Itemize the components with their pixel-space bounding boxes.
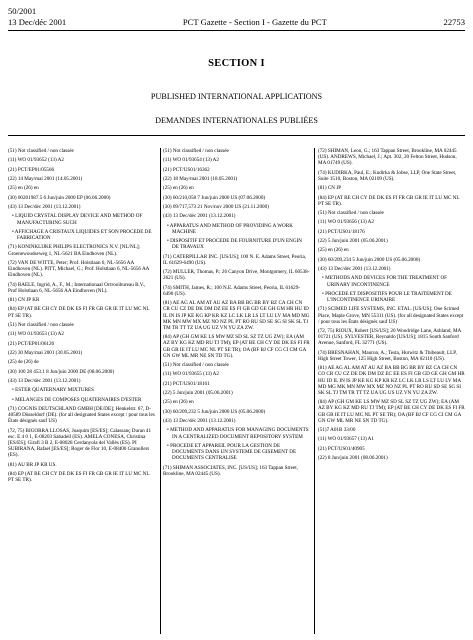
column-right: [318, 148, 465, 638]
entry-field: (30) 100 28 453.1 8 Jun/juin 2000 DE (08.06.2000): [8, 368, 115, 375]
entry-field: (30) 60/209,234 5 Jun/juin 2000 US (05.06.2000): [318, 256, 421, 263]
entry-field: (84) EP (AT BE CH CY DE DK ES FI FR GB GR IE IT LU MC NL PT SE TR).: [318, 194, 460, 207]
entry-field: (11) WO 01/93652 (13) A2: [8, 157, 64, 164]
entry-field: (72) MULLER, Thomas, P.; 26 Canyon Drive, Montgomery, IL 60538-2621 (US).: [163, 269, 310, 282]
entry-field: (21) PCT/EP01/06126: [8, 340, 55, 347]
entry-field: (11) WO 01/93656 (13) A2: [318, 219, 374, 226]
entry-field: (22) 14 May/mai 2001 (14.05.2001): [8, 176, 83, 183]
entry-field: (71) CATERPILLAR INC. [US/US]; 100 N. E. Adams Street, Peoria, IL 61629-6490 (US).: [163, 253, 307, 266]
entry-field: (43) 13 Dec/déc 2001 (13.12.2001): [8, 377, 81, 384]
entry-field: (84) EP (AT BE CH CY DE DK ES FI FR GB GR IE IT LU MC NL PT SE TR).: [8, 306, 150, 319]
entries-columns: [8, 148, 465, 638]
entry-field: (25) de (26) de: [8, 359, 39, 366]
entry-title: • METHODS AND DEVICES FOR THE TREATMENT OF URINARY INCONTINENCE: [322, 275, 448, 288]
entry-field: (25) en (26) en: [8, 185, 39, 192]
entry-field: (30) 60/210,058 7 Jun/juin 2000 US (07.06.2000): [163, 194, 266, 201]
gazette-title: PCT Gazette - Section I - Gazette du PCT: [182, 16, 327, 27]
subtitle-en: PUBLISHED INTERNATIONAL APPLICATIONS: [150, 92, 323, 101]
entry-field: (11) WO 01/93654 (13) A2: [163, 157, 219, 164]
entry-field: (74) KUDIRKA, Paul, E.; Kudirka & Jobse, LLP, One State Street, Suite 1510, Boston, MA 02109 (US).: [318, 169, 457, 182]
entry-title: • PROCEDE ET APPAREIL POUR LA GESTION DE DOCUMENTS DANS UN SYSTEME DE GISEMENT DE DOCUMENTS CENTRALISE: [167, 442, 297, 462]
section-rule: [8, 135, 465, 136]
entry-field: (22) 5 Jun/juin 2001 (05.06.2001): [163, 390, 233, 397]
page-number: 22753: [443, 16, 465, 27]
entry-field: (81) CN JP KR: [8, 297, 40, 304]
page-header: [8, 6, 465, 27]
entry-field: (51) Not classified / non classée: [8, 148, 74, 154]
column-middle: [163, 148, 310, 638]
entry-field: (72) SHIMAN, Leon, G.; 163 Tappan Street, Brookline, MA 02445 (US). ANDREWS, Michael, J.; Apt. 302, 20 Felton Street, Hudson, MA 01749 (US).: [318, 148, 457, 167]
entry-field: (51) Not classified / non classée: [8, 321, 74, 328]
entry-field: (11) WO 01/93655 (13) A2: [163, 371, 219, 378]
entry-title: • ESTER QUATERNARY MIXTURES: [12, 387, 95, 394]
entry-title: • LIQUID CRYSTAL DISPLAY DEVICE AND METHOD OF MANUFACTURING SUCH: [12, 213, 143, 226]
entry-field: (30) 00201987.5 6 Jun/juin 2000 EP (06.06.2000): [8, 194, 111, 201]
entry-field: (22) 5 Jun/juin 2001 (05.06.2001): [318, 238, 388, 245]
entry-field: (51) Not classified / non classée: [163, 148, 229, 154]
entry-field: (74) BAELE, Ingrid, A., F., M.; Internationaal Octrooibureau B.V., Prof Holstlaan 6, NL-5656 AA Eindhoven (NL).: [8, 281, 146, 294]
issue-number: 50/2001: [8, 6, 37, 16]
entry-field: (81) CN JP: [318, 185, 342, 192]
entry-field: (21) PCT/US01/18176: [318, 228, 365, 235]
entry-field: (81) AU BR JP KR US.: [8, 461, 57, 468]
entry-field: (51) Not classified / non classée: [163, 362, 229, 369]
entry-field: (22) 8 Jun/juin 2001 (08.06.2001): [318, 455, 388, 462]
column-divider: [160, 148, 161, 634]
entry-field: (30) 60/209,232 5 Jun/juin 2000 US (05.06.2000): [163, 408, 266, 415]
entry-field: (72, 75) RIOUX, Robert [US/US]; 20 Woodridge Lane, Ashland, MA 01721 (US). SYLVESTER, Reynaldo [US/US]; 1815 South Sanford Avenue, Sanford, FL 32771 (US).: [318, 328, 461, 347]
column-left: [8, 148, 155, 638]
entry-field: (21) PCT/US01/18161: [163, 380, 210, 387]
entry-field: (72) VAN DE WITTE, Peter; Prof. Holstlaan 6, NL-5656 AA Eindhoven (NL). PITT, Michael, G.; Prof. Holstlaan 6, NL-5656 AA Eindhoven (NL).: [8, 259, 150, 279]
entry-field: (81) AE AG AL AM AT AU AZ BA BB BG BR BY BZ CA CH CN CR CU CZ DE DK DM DZ EE ES FI GB GD GE GH GM HR HU ID IL IN IS JP KE KG KP KR KZ LC LK LR LS LT LU LV MA MD MG MK MN MW MX MZ NO NZ PL PT RO RU SD SE SG SI SK SL TJ TM TR TT TZ UA UG UZ VN YU ZA ZW.: [163, 300, 310, 331]
entry-title: • METHOD AND APPARATUS FOR MANAGING DOCUMENTS IN A CENTRALIZED DOCUMENT REPOSITORY SYSTEM: [167, 427, 309, 440]
entry-field: (25) en (26) en: [163, 399, 194, 406]
entry-field: (81) AE AG AL AM AT AU AZ BA BB BG BR BY BZ CA CH CN CO CR CU CZ DE DK DM DZ EC EE ES FI GB GD GE GH GM HR HU ID IL IN IS JP KE KG KP KR KZ LC LK LR LS LT LU LV MA MD MG MK MN MW MX MZ NO NZ PL PT RO RU SD SE SG SI SK SL TJ TM TR TT TZ UA UG US UZ VN YU ZA ZW.: [318, 365, 465, 396]
entry-title: • MELANGES DE COMPOSES QUATERNAIRES D'ESTER: [12, 396, 142, 403]
entry-field: (43) 13 Dec/déc 2001 (13.12.2001): [163, 213, 236, 220]
issue-date: 13 Dec/déc 2001: [8, 16, 67, 27]
entry-field: (11) WO 01/93653 (13) A2: [8, 331, 64, 338]
entry-field: (21) PCT/US01/40905: [318, 445, 365, 452]
entry-field: (22) 30 May/mai 2001 (30.05.2001): [8, 349, 83, 356]
entry-field: (43) 13 Dec/déc 2001 (13.12.2001): [163, 418, 236, 425]
entry-title: • AFFICHAGE A CRISTAUX LIQUIDES ET SON PROCEDE DE FABRICATION: [12, 228, 152, 242]
entry-field: (71) SCIMED LIFE SYSTEMS, INC. ETAL. [US/US]; One Scimed Place, Maple Grove, MN 55311 (US). (for all designated States except / pour tous les États désignés sauf US): [318, 306, 464, 325]
entry-field: (51)7 A01B 33/00: [318, 427, 356, 433]
entry-title: • DISPOSITIF ET PROCEDE DE FOURNITURE D'UN ENGIN DE TRAVAUX: [167, 238, 303, 251]
entry-field: (71) KONINKLIJKE PHILIPS ELECTRONICS N.V. [NL/NL]; Groenewoudseweg 1, NL-5621 BA Eindhoven (NL).: [8, 244, 140, 257]
entry-field: (72, 75) BIGORRA LLOSAS, Joaquim [ES/ES]; Calassanç Duran 41 esc. E 4 0 1, E-08203 Sabadell (ES). AMELA CONESA, Christina [ES/ES]; Girafi 3 B 2, E-08028 Cerdanyola del Vallès (ES). PI SUBIRANA, Rafael [ES/ES]; Roger de Flor 10, E-08400 Granollers (ES).: [8, 427, 152, 459]
entry-field: (22) 18 May/mai 2001 (18.05.2001): [163, 176, 238, 183]
entry-field: (25) en (26) en: [163, 185, 194, 192]
entry-field: (51) Not classified / non classée: [318, 210, 384, 216]
column-divider: [314, 148, 315, 634]
entry-field: (11) WO 01/93657 (13) A1: [318, 436, 374, 443]
entry-field: (43) 13 Dec/déc 2001 (13.12.2001): [8, 204, 81, 211]
entry-field: (71) SHIMAN ASSOCIATES, INC. [US/US]; 163 Tappan Street, Brookline, MA 02445 (US).: [163, 464, 298, 477]
header-rule: [8, 30, 465, 31]
entry-field: (84) AP (GH GM KE LS MW MZ SD SL SZ TZ UG ZW); EA (AM AZ BY KG KZ MD RU TJ TM); EP (AT BE CH CY DE DK ES FI FR GB GR IE IT LU MC NL PT SE TR); OA (BF BJ CF CG CI CM GA GN GW ML MR NE SN TD TG).: [318, 399, 465, 424]
section-title: SECTION I: [208, 58, 265, 69]
entry-field: (25) en (26) en: [318, 247, 349, 254]
entry-field: (43) 13 Dec/déc 2001 (13.12.2001): [318, 266, 391, 273]
entry-field: (30) 09/717,573 21 Nov/nov 2000 US (21.11.2000): [163, 204, 269, 211]
entry-field: (74) BRESNAHAN, Mauron, A.; Testa, Hurwitz & Thibeault, LLP, High Street Tower, 125 High Street, Boston, MA 02110 (US).: [318, 349, 457, 362]
entry-field: (21) PCT/EP01/05566: [8, 166, 55, 173]
entry-title: • APPARATUS AND METHOD OF PROVIDING A WORK MACHINE: [167, 222, 293, 235]
entry-field: (71) COGNIS DEUTSCHLAND GMBH [DE/DE]; Henkelstr. 67, D-40589 Düsseldorf (DE). (for all designated States except / pour tous les États désignés sauf US): [8, 406, 155, 425]
subtitle-fr: DEMANDES INTERNATIONALES PUBLIÉES: [155, 116, 318, 125]
entry-field: (84) EP (AT BE CH CY DE DK ES FI FR GB GR IE IT LU MC NL PT SE TR).: [8, 470, 150, 484]
entry-field: (84) AP (GH GM KE LS MW MZ SD SL SZ TZ UG ZW); EA (AM AZ BY KG KZ MD RU TJ TM); EP (AT BE CH CY DE DK ES FI FR GB GR IE IT LU MC NL PT SE TR); OA (BF BJ CF CG CI CM GA GN GW ML MR NE SN TD TG).: [163, 334, 310, 359]
entry-field: (21) PCT/US01/16362: [163, 166, 210, 173]
entry-title: • PROCEDE ET DISPOSITIFS POUR LE TRAITEMENT DE L'INCONTINENCE URINAIRE: [322, 290, 452, 304]
entry-field: (74) SMITH, James, R.; 100 N.E. Adams Street, Peoria, IL 61629-6490 (US).: [163, 284, 301, 297]
